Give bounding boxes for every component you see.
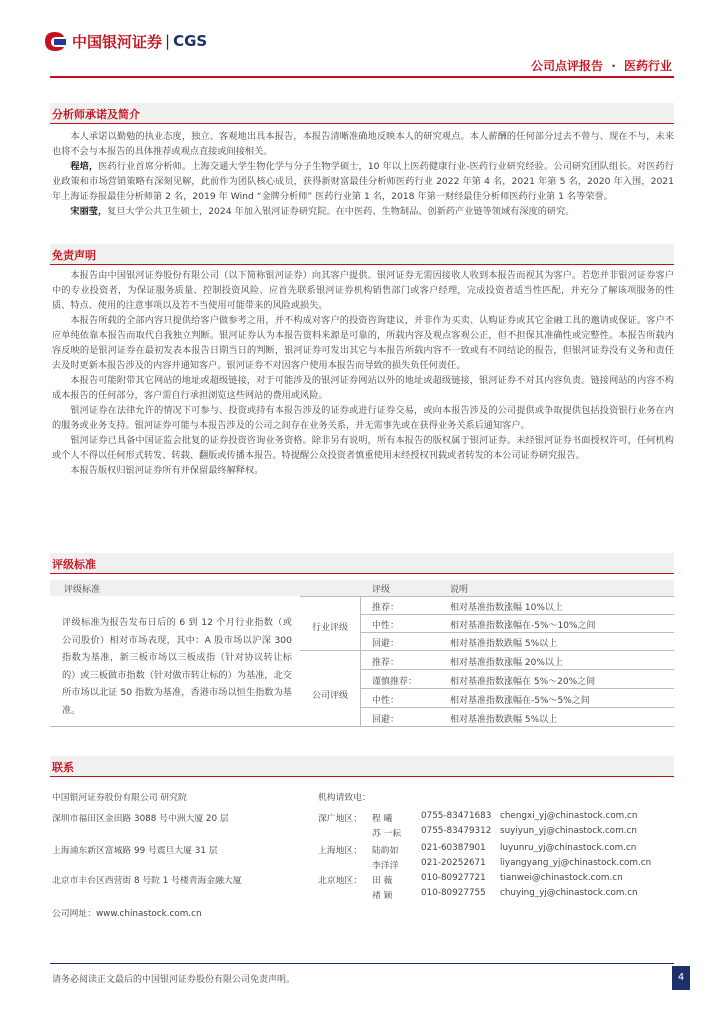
disclaimer-rule	[50, 264, 674, 265]
region-label: 北京地区：	[318, 876, 362, 886]
rating-row-desc: 相对基准指数涨幅在 5%～20%之间	[450, 677, 596, 687]
table-line	[300, 650, 674, 651]
footer-rule	[50, 963, 674, 964]
analyst-paragraphs	[52, 129, 674, 219]
rating-row-label: 回避：	[372, 715, 400, 725]
rating-row-desc: 相对基准指数涨幅在-5%～10%之间	[450, 621, 596, 631]
company-website: 公司网址：www.chinastock.com.cn	[52, 909, 202, 919]
sales-title: 机构请致电：	[318, 793, 371, 803]
logo-sep: |	[165, 32, 171, 50]
rating-row-label: 谨慎推荐：	[372, 677, 418, 687]
region-label: 深广地区：	[318, 814, 362, 824]
rating-row-label: 推荐：	[372, 603, 400, 613]
disclaimer-paragraph: 银河证券在法律允许的情况下可参与、投资或持有本报告涉及的证券或进行证券交易，或向本报告涉及的公司提供或争取提供包括投资银行业务在内的服务或业务支持。银河证券可能与本报告涉及的公司之间存在业务关系，并无需事先或在获得业务关系后通知客户。	[52, 405, 674, 431]
disclaimer-paragraphs	[52, 268, 674, 478]
analyst-rule	[50, 123, 674, 124]
disclaimer-paragraph: 本报告由中国银河证券股份有限公司（以下简称银河证券）向其客户提供。银河证券无需因接收人收到本报告而视其为客户。若您并非银河证券客户中的专业投资者，为保证服务质量、控制投资风险、应首先联系银河证券机构销售部门或客户经理，完成投资者适当性匹配，并充分了解该项服务的性质、特点、使用的注意事项以及若不当使用可能带来的风险或损失。	[52, 270, 674, 311]
rating-rule	[50, 573, 674, 574]
analyst-section-bar	[50, 103, 674, 123]
address-beijing: 北京市丰台区西营街 8 号院 1 号楼青海金融大厦	[52, 876, 242, 886]
contact-email[interactable]: liyangyang_yj@chinastock.com.cn	[500, 858, 652, 868]
disclaimer-paragraph: 银河证券已具备中国证监会批复的证券投资咨询业务资格。除非另有说明，所有本报告的版权属于银河证券。未经银河证券书面授权许可，任何机构或个人不得以任何形式转发、转载、翻版或传播本报告。特提醒公众投资者慎重使用未经授权刊载或者转发的本公司证券研究报告。	[52, 435, 674, 461]
analyst-profile-1: 程培，医药行业首席分析师。上海交通大学生物化学与分子生物学硕士，10 年以上医药健康行业-医药行业研究经验。公司研究团队组长。对医药行业政策和市场营销策略有深刻见解，此前作为团队核心成员，获得新财富最佳分析师医药行业 2022 年第 4 名，2021 年第 5 名，2020 年入围，2021 年上海证券报最佳分析师第 2 名，2019 年 Wind “金牌分析师” 医药行业第 1 名，2018 年第一财经最佳分析师医药行业第 1 名等荣誉。	[52, 161, 674, 202]
rating-section-bar	[50, 553, 674, 573]
contact-email[interactable]: chuying_yj@chinastock.com.cn	[500, 888, 638, 898]
table-line	[360, 688, 674, 689]
logo-cn: 中国银河证券	[72, 32, 163, 51]
rating-header-criteria: 评级标准	[64, 585, 101, 595]
rating-row-label: 回避：	[372, 639, 400, 649]
report-header-right	[531, 57, 672, 74]
contact-email[interactable]: chengxi_yj@chinastock.com.cn	[500, 811, 638, 821]
rating-criteria-text: 评级标准为报告发布日后的 6 到 12 个月行业指数（或公司股价）相对市场表现，其中：A 股市场以沪深 300 指数为基准，新三板市场以三板成指（针对协议转让标的）或三板做市指数（针对做市转让标的）为基准，北交所市场以北证 50 指数为基准，香港市场以恒生指数为基准。	[62, 617, 292, 716]
header-rule	[50, 76, 674, 78]
rating-header-desc: 说明	[450, 585, 469, 595]
disclaimer-paragraph: 本报告版权归银河证券所有并保留最终解释权。	[70, 465, 264, 476]
address-shenzhen: 深圳市福田区金田路 3088 号中洲大厦 20 层	[52, 814, 229, 824]
contact-phone: 0755-83471683	[421, 811, 492, 821]
contact-email[interactable]: luyunru_yj@chinastock.com.cn	[500, 843, 637, 853]
rating-section-title: 评级标准	[52, 558, 96, 571]
contact-phone: 010-80927755	[421, 888, 486, 898]
contact-name: 田 薇	[372, 876, 393, 886]
contact-name: 程 曦	[372, 814, 393, 824]
contact-phone: 021-20252671	[421, 858, 486, 868]
region-label: 上海地区：	[318, 846, 362, 856]
rating-row-desc: 相对基准指数跌幅 5%以上	[450, 715, 558, 725]
rating-row-desc: 相对基准指数涨幅 10%以上	[450, 603, 563, 613]
contact-phone: 0755-83479312	[421, 826, 492, 836]
rating-table	[50, 580, 674, 738]
logo-en: CGS	[173, 32, 208, 50]
company-rating-label: 公司评级	[312, 691, 349, 701]
disclaimer-paragraph: 本报告所载的全部内容只提供给客户做参考之用，并不构成对客户的投资咨询建议，并非作为买卖、认购证券或其它金融工具的邀请或保证。客户不应单纯依靠本报告而取代自我独立判断。银河证券认为本报告资料来源是可靠的，所载内容及观点客观公正，但不担保其准确性或完整性。本报告所载内容反映的是银河证券在最初发表本报告日期当日的判断，银河证券可发出其它与本报告所载内容不一致或有不同结论的报告，但银河证券没有义务和责任去及时更新本报告涉及的内容并通知客户。银河证券不对因客户使用本报告而导致的损失负任何责任。	[52, 315, 674, 371]
table-line	[360, 707, 674, 708]
rating-row-label: 中性：	[372, 621, 400, 631]
report-type: 公司点评报告	[531, 59, 604, 73]
logo-mark-icon	[42, 29, 68, 53]
table-line	[360, 632, 674, 633]
analyst-commitment: 本人承诺以勤勉的执业态度，独立、客观地出具本报告，本报告清晰准确地反映本人的研究观点。本人薪酬的任何部分过去不曾与、现在不与，未来也将不会与本报告的具体推荐或观点直接或间接相关。	[52, 131, 674, 157]
analyst-profile-2: 宋丽莹，复旦大学公共卫生硕士，2024 年加入银河证券研究院。在中医药、生物制品、创新药产业链等领域有深度的研究。	[70, 206, 575, 217]
disclaimer-paragraph: 本报告可能附带其它网站的地址或超级链接，对于可能涉及的银河证券网站以外的地址或超级链接，银河证券不对其内容负责。链接网站的内容不构成本报告的任何部分，客户需自行承担浏览这些网站的费用或风险。	[52, 375, 674, 401]
footer-note: 请务必阅读正文最后的中国银河证券股份有限公司免责声明。	[52, 975, 296, 985]
rating-row-label: 推荐：	[372, 658, 400, 668]
rating-row-desc: 相对基准指数涨幅 20%以上	[450, 658, 563, 668]
logo	[42, 28, 207, 54]
table-line	[300, 596, 674, 597]
page-number: 4	[672, 966, 690, 990]
rating-row-desc: 相对基准指数涨幅在-5%～5%之间	[450, 696, 590, 706]
contact-email[interactable]: suyiyun_yj@chinastock.com.cn	[500, 826, 637, 836]
table-line	[360, 669, 674, 670]
rating-header-bg	[50, 580, 674, 596]
company-name: 中国银河证券股份有限公司 研究院	[52, 793, 187, 803]
table-line	[50, 726, 674, 727]
contact-rule	[50, 776, 674, 777]
contact-name: 李洋洋	[372, 861, 399, 871]
rating-row-label: 中性：	[372, 696, 400, 706]
header-separator: ·	[611, 59, 616, 73]
industry-label: 医药行业	[623, 59, 672, 73]
contact-section-bar	[50, 756, 674, 776]
disclaimer-section-bar	[50, 244, 674, 264]
contact-name: 苏 一耘	[372, 829, 402, 839]
table-line	[360, 614, 674, 615]
contact-section-title: 联系	[52, 761, 74, 774]
contact-name: 陆韵如	[372, 846, 399, 856]
analyst-section-title: 分析师承诺及简介	[52, 108, 140, 121]
contact-email[interactable]: tianwei@chinastock.com.cn	[500, 873, 623, 883]
contact-phone: 010-80927721	[421, 873, 486, 883]
rating-header-rating: 评级	[372, 585, 391, 595]
industry-rating-label: 行业评级	[312, 623, 349, 633]
contact-name: 褚 颖	[372, 891, 393, 901]
disclaimer-section-title: 免责声明	[52, 249, 96, 262]
rating-row-desc: 相对基准指数跌幅 5%以上	[450, 639, 558, 649]
table-vline	[360, 596, 361, 726]
contact-phone: 021-60387901	[421, 843, 486, 853]
address-shanghai: 上海浦东新区富城路 99 号震旦大厦 31 层	[52, 846, 218, 856]
